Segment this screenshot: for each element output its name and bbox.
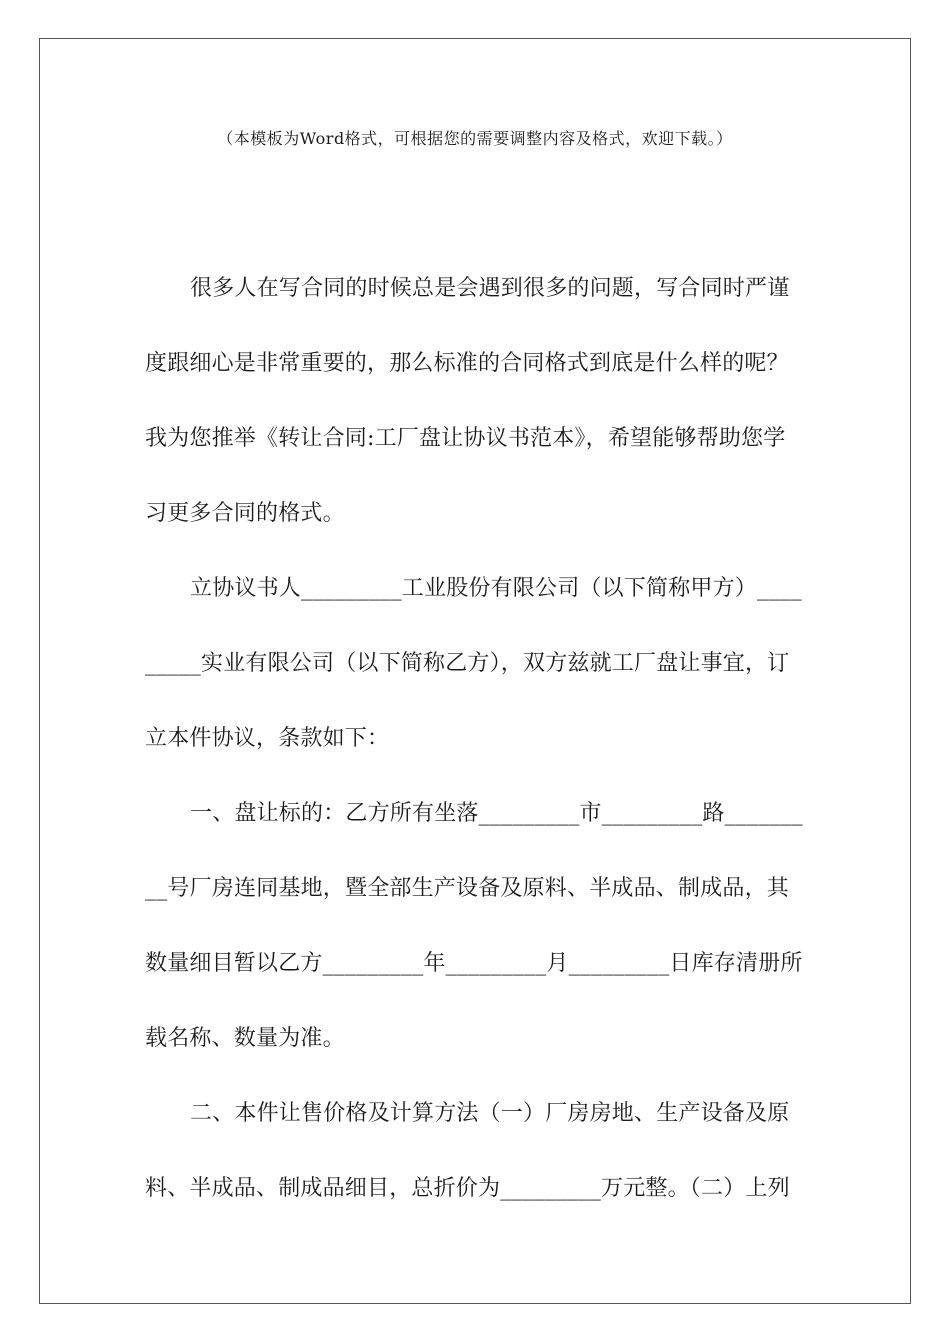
intro-line-1: 很多人在写合同的时候总是会遇到很多的问题，写合同时严谨 [190,276,790,301]
parties-line-3: 立本件协议，条款如下： [145,726,390,751]
clause-1-line-2: __号厂房连同基地，暨全部生产设备及原料、半成品、制成品，其 [145,876,790,901]
clause-2-line-2: 料、半成品、制成品细目，总折价为_________万元整。（二）上列 [145,1176,790,1201]
clause-1-line-3: 数量细目暂以乙方_________年_________月_________日库存清册所 [145,951,803,976]
parties-line-1: 立协议书人_________工业股份有限公司（以下简称甲方）____ [190,576,802,601]
intro-line-4: 习更多合同的格式。 [145,501,345,526]
clause-1-line-1: 一、盘让标的：乙方所有坐落_________市_________路_______ [190,801,804,826]
intro-line-2: 度跟细心是非常重要的，那么标准的合同格式到底是什么样的呢？ [145,351,789,376]
clause-1-line-4: 载名称、数量为准。 [145,1026,345,1051]
parties-line-2: _____实业有限公司（以下简称乙方），双方兹就工厂盘让事宜，订 [145,651,790,676]
template-note: （本模板为Word格式，可根据您的需要调整内容及格式，欢迎下载。） [217,129,733,148]
clause-2-line-1: 二、本件让售价格及计算方法（一）厂房房地、生产设备及原 [190,1101,790,1126]
intro-line-3: 我为您推举《转让合同:工厂盘让协议书范本》，希望能够帮助您学 [145,426,786,451]
